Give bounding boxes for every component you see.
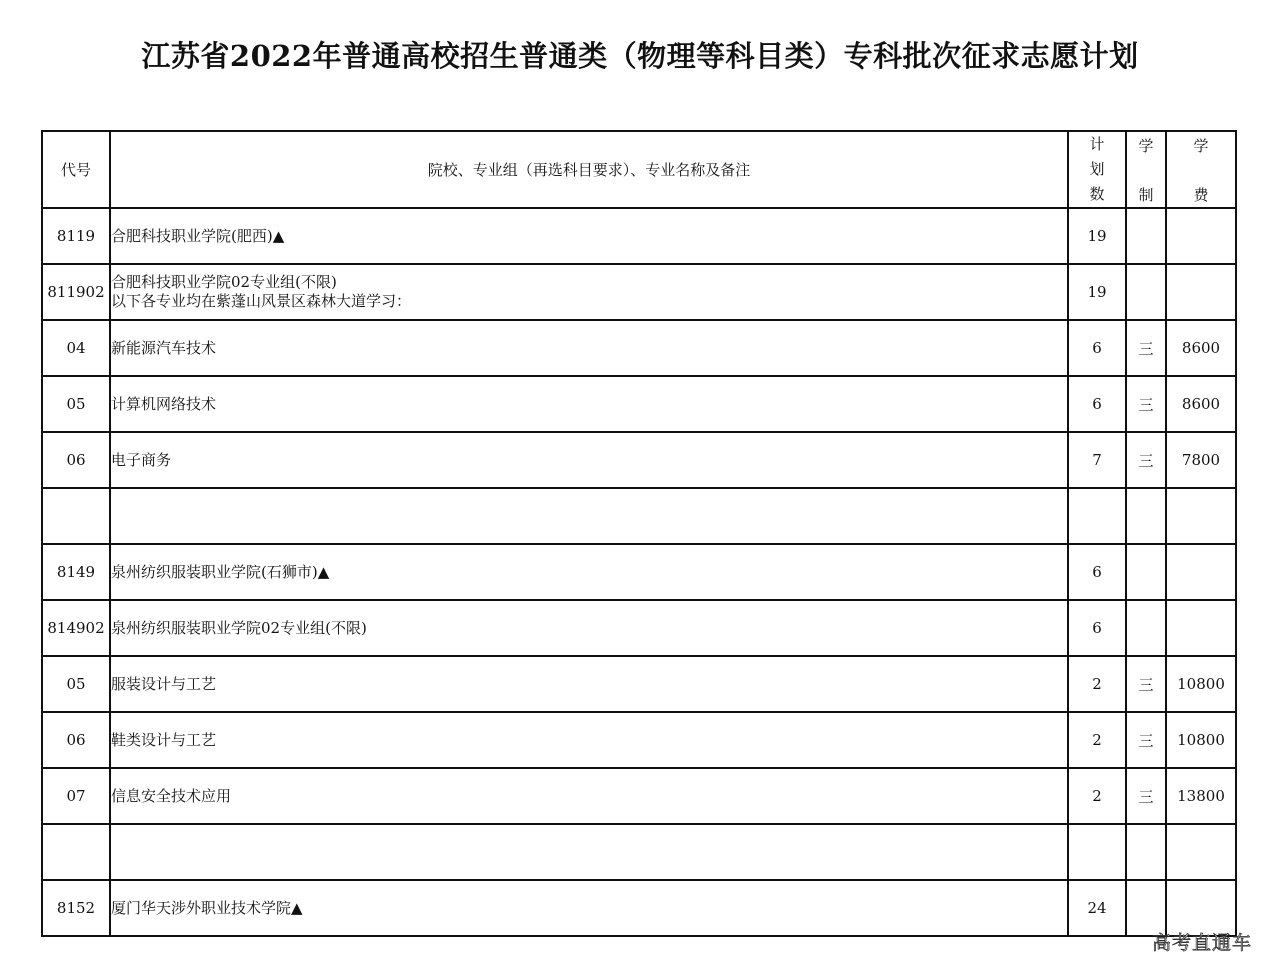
cell-plan-count: 7 — [1068, 432, 1126, 488]
header-plan-count — [1068, 131, 1126, 208]
cell-duration: 三 — [1126, 712, 1166, 768]
header-code: 代号 — [42, 131, 110, 208]
cell-name-line: 新能源汽车技术 — [111, 338, 217, 357]
cell-plan-count: 6 — [1068, 320, 1126, 376]
cell-code — [42, 488, 110, 544]
cell-plan-count: 6 — [1068, 544, 1126, 600]
cell-tuition — [1166, 264, 1236, 320]
cell-tuition: 10800 — [1166, 656, 1236, 712]
cell-code: 06 — [42, 712, 110, 768]
table-row — [42, 880, 1236, 936]
table-row — [42, 656, 1236, 712]
cell-duration: 三 — [1126, 376, 1166, 432]
cell-code: 814902 — [42, 600, 110, 656]
cell-code: 07 — [42, 768, 110, 824]
cell-tuition — [1166, 544, 1236, 600]
table-header-row — [42, 131, 1236, 208]
enrollment-plan-table — [41, 130, 1237, 937]
table-row — [42, 432, 1236, 488]
table-row — [42, 376, 1236, 432]
cell-duration: 三 — [1126, 768, 1166, 824]
header-plan-count-char: 划 — [1089, 160, 1105, 178]
cell-tuition: 7800 — [1166, 432, 1236, 488]
cell-name — [110, 768, 1068, 824]
cell-duration — [1126, 208, 1166, 264]
header-duration-char: 学 — [1138, 136, 1154, 155]
cell-duration — [1126, 264, 1166, 320]
cell-duration: 三 — [1126, 656, 1166, 712]
cell-name-line: 信息安全技术应用 — [111, 786, 232, 805]
cell-name-line: 泉州纺织服装职业学院(石狮市)▲ — [111, 562, 330, 581]
header-tuition-char: 学 — [1193, 136, 1209, 155]
cell-name — [110, 656, 1068, 712]
cell-code — [42, 824, 110, 880]
cell-duration — [1126, 488, 1166, 544]
cell-tuition: 13800 — [1166, 768, 1236, 824]
cell-plan-count: 24 — [1068, 880, 1126, 936]
header-duration-char: 制 — [1138, 185, 1154, 204]
cell-code: 811902 — [42, 264, 110, 320]
cell-name — [110, 432, 1068, 488]
table-row — [42, 320, 1236, 376]
watermark-text: 高考直通车 — [1151, 932, 1252, 954]
table-row — [42, 488, 1236, 544]
cell-tuition: 10800 — [1166, 712, 1236, 768]
cell-code: 05 — [42, 656, 110, 712]
table-body — [42, 208, 1236, 936]
cell-name — [110, 824, 1068, 880]
cell-code: 8152 — [42, 880, 110, 936]
cell-duration: 三 — [1126, 320, 1166, 376]
header-tuition — [1166, 131, 1236, 208]
cell-name — [110, 712, 1068, 768]
cell-name — [110, 376, 1068, 432]
cell-name — [110, 208, 1068, 264]
cell-tuition — [1166, 208, 1236, 264]
cell-name-line: 厦门华天涉外职业技术学院▲ — [111, 898, 303, 917]
cell-name — [110, 880, 1068, 936]
cell-name — [110, 264, 1068, 320]
cell-duration: 三 — [1126, 432, 1166, 488]
cell-name — [110, 488, 1068, 544]
cell-plan-count: 2 — [1068, 712, 1126, 768]
cell-name — [110, 600, 1068, 656]
cell-plan-count — [1068, 824, 1126, 880]
header-name: 院校、专业组（再选科目要求）、专业名称及备注 — [110, 131, 1068, 208]
cell-duration — [1126, 600, 1166, 656]
cell-code: 8119 — [42, 208, 110, 264]
table-row — [42, 768, 1236, 824]
table-row — [42, 264, 1236, 320]
cell-name — [110, 320, 1068, 376]
table-row — [42, 824, 1236, 880]
cell-name-line: 电子商务 — [111, 450, 172, 469]
cell-duration — [1126, 824, 1166, 880]
cell-plan-count: 6 — [1068, 600, 1126, 656]
cell-code: 05 — [42, 376, 110, 432]
cell-tuition — [1166, 600, 1236, 656]
cell-tuition — [1166, 824, 1236, 880]
cell-name-line: 服装设计与工艺 — [111, 674, 217, 693]
header-plan-count-char: 数 — [1089, 185, 1105, 203]
cell-plan-count: 19 — [1068, 208, 1126, 264]
page-title: 江苏省2022年普通高校招生普通类（物理等科目类）专科批次征求志愿计划 — [141, 39, 1139, 73]
cell-plan-count: 6 — [1068, 376, 1126, 432]
cell-name-line: 合肥科技职业学院02专业组(不限) — [111, 273, 337, 291]
cell-plan-count: 19 — [1068, 264, 1126, 320]
cell-name-line: 计算机网络技术 — [111, 394, 217, 413]
cell-tuition: 8600 — [1166, 320, 1236, 376]
cell-name — [110, 544, 1068, 600]
header-tuition-char: 费 — [1193, 185, 1209, 204]
cell-tuition: 8600 — [1166, 376, 1236, 432]
header-plan-count-char: 计 — [1089, 135, 1105, 153]
cell-name-line: 合肥科技职业学院(肥西)▲ — [111, 226, 285, 245]
header-duration — [1126, 131, 1166, 208]
cell-plan-count: 2 — [1068, 768, 1126, 824]
table-row — [42, 208, 1236, 264]
cell-code: 06 — [42, 432, 110, 488]
cell-duration — [1126, 544, 1166, 600]
cell-name-line: 鞋类设计与工艺 — [111, 730, 217, 749]
cell-name-line: 泉州纺织服装职业学院02专业组(不限) — [111, 618, 367, 637]
cell-code: 8149 — [42, 544, 110, 600]
cell-code: 04 — [42, 320, 110, 376]
table-row — [42, 600, 1236, 656]
cell-name-line: 以下各专业均在紫蓬山风景区森林大道学习： — [111, 292, 412, 310]
table-row — [42, 544, 1236, 600]
cell-plan-count — [1068, 488, 1126, 544]
cell-tuition — [1166, 488, 1236, 544]
cell-plan-count: 2 — [1068, 656, 1126, 712]
table-row — [42, 712, 1236, 768]
